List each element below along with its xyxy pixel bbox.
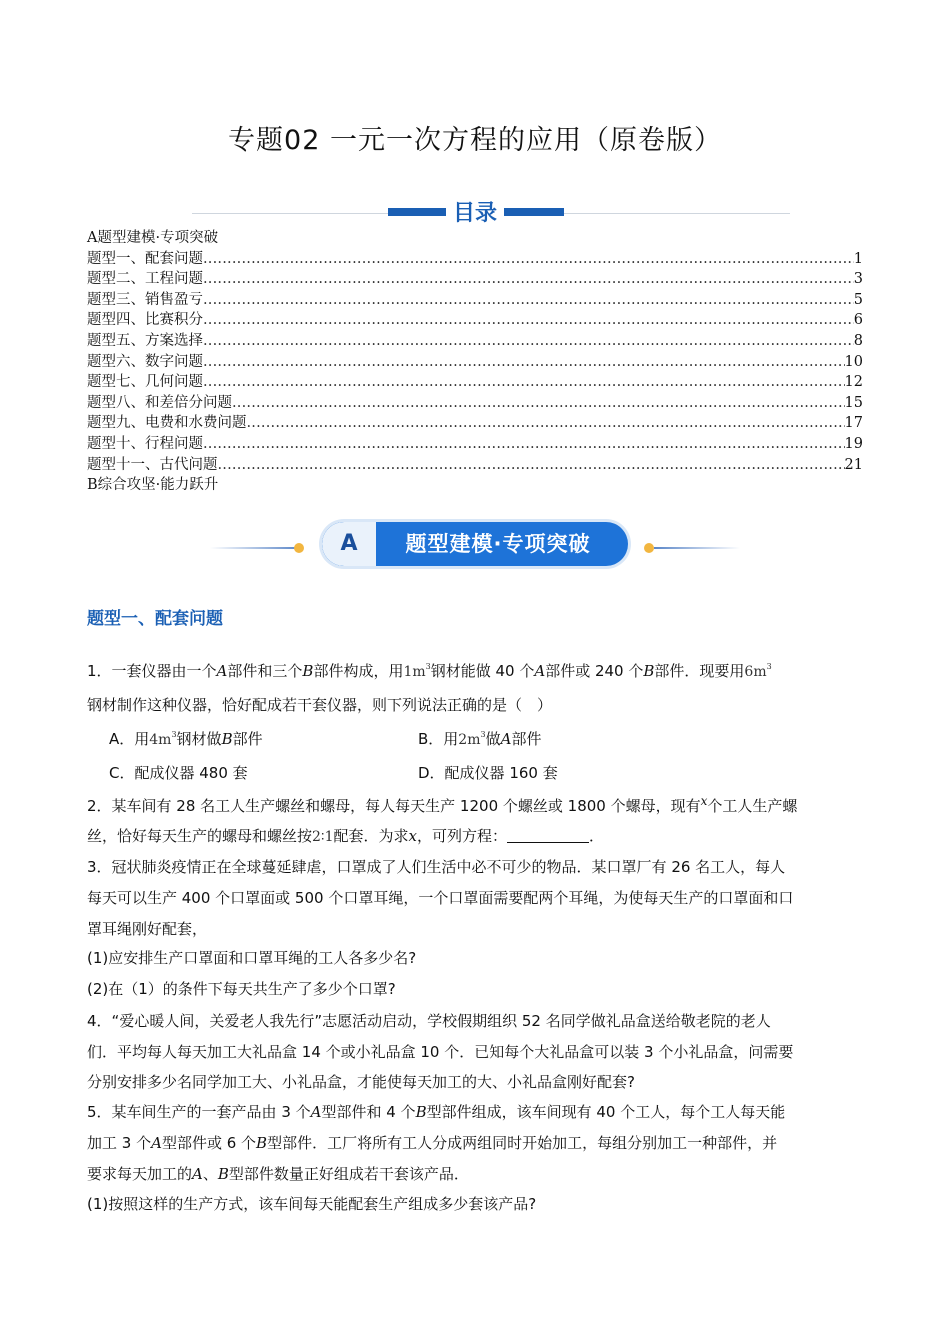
text: 部件 (511, 730, 542, 748)
ratio: 2∶1 (312, 829, 334, 845)
text: 型部件数量正好组成若干套该产品． (228, 1165, 469, 1183)
toc-rule-right (564, 213, 790, 214)
toc-leader-dots (203, 310, 854, 331)
q1-option-a[interactable] (109, 728, 263, 749)
q1-line1 (87, 660, 772, 681)
toc-item[interactable] (87, 372, 863, 393)
text: 部件 (232, 730, 263, 748)
q3-line1: 3．冠状肺炎疫情正在全球蔓延肆虐，口罩成了人们生活中必不可少的物品．某口罩厂有 26 名工人，每人 (87, 858, 786, 876)
toc-leader-dots (203, 372, 845, 393)
text: 型部件或 6 个 (161, 1134, 257, 1152)
toc-item[interactable] (87, 455, 863, 476)
toc-heading: 目录 (452, 201, 497, 226)
toc-leader-dots (203, 249, 854, 270)
q5-line2 (87, 1132, 777, 1153)
toc-item-page: 12 (844, 374, 863, 391)
toc-leader-dots (203, 434, 845, 455)
text: 做 (485, 730, 501, 748)
toc-item[interactable] (87, 434, 863, 455)
var-a: A (500, 730, 512, 748)
toc-leader-dots (247, 413, 845, 434)
toc-leader-dots (203, 290, 854, 311)
toc-leader-dots (203, 269, 854, 290)
text: ． (588, 827, 604, 845)
toc-bar-right (504, 208, 564, 216)
toc-part-a-label: A题型建模·专项突破 (87, 230, 219, 246)
unit-text: 1m (403, 664, 426, 680)
toc-item-page: 1 (853, 250, 863, 267)
toc-item[interactable] (87, 269, 863, 290)
q2-line2 (87, 825, 604, 846)
unit-sup: 3 (171, 730, 177, 739)
toc-item-label: 题型八、和差倍分问题 (87, 394, 232, 411)
text: 部件．现要用 (654, 662, 745, 680)
q4-line3: 分别安排多少名同学加工大、小礼品盒，才能使每天加工的大、小礼品盒刚好配套? (87, 1073, 635, 1091)
unit-sup: 3 (425, 662, 431, 671)
text: 钢材能做 40 个 (430, 662, 535, 680)
unit-text: 6m (744, 664, 767, 680)
text: 型部件．工厂将所有工人分成两组同时开始加工，每组分别加工一种部件，并 (267, 1134, 778, 1152)
toc-item-label: 题型九、电费和水费问题 (87, 415, 247, 432)
q4-line2: 们．平均每人每天加工大礼品盒 14 个或小礼品盒 10 个．已知每个大礼品盒可以装 3 个小礼品盒，问需要 (87, 1043, 794, 1061)
q4-line1: 4．“爱心暖人间，关爱老人我先行”志愿活动启动，学校假期组织 52 名同学做礼品盒送给敬老院的老人 (87, 1012, 771, 1030)
toc-item-label: 题型十、行程问题 (87, 435, 203, 452)
var-x: x (408, 827, 417, 845)
toc-item-page: 3 (853, 271, 863, 288)
toc-item-label: 题型十一、古代问题 (87, 456, 218, 473)
var-a: A (310, 1103, 322, 1121)
text: 型部件和 4 个 (321, 1103, 416, 1121)
text: 钢材做 (176, 730, 222, 748)
toc-rule-left (192, 213, 388, 214)
banner-dot-right (644, 543, 654, 553)
toc-item-page: 10 (844, 353, 863, 370)
var-a: A (151, 1134, 162, 1152)
toc-item[interactable] (87, 352, 863, 373)
q1-option-b[interactable] (418, 728, 541, 749)
var-x: x (700, 794, 708, 808)
var-b: B (302, 662, 314, 680)
text: B．用 (418, 730, 459, 748)
toc-leader-dots (232, 393, 845, 414)
var-a: A (534, 662, 546, 680)
q5-line1 (87, 1101, 785, 1122)
toc-item-label: 题型七、几何问题 (87, 374, 203, 391)
text: 丝，恰好每天生产的螺母和螺丝按 (87, 827, 313, 845)
toc-item[interactable] (87, 290, 863, 311)
toc-part-a[interactable] (87, 228, 863, 249)
toc-items (87, 249, 863, 476)
unit-sup: 3 (766, 662, 772, 671)
toc-item-page: 5 (853, 291, 863, 308)
toc-part-b-label: B综合攻坚·能力跃升 (87, 477, 219, 494)
toc-item-page: 8 (853, 332, 863, 349)
q5-sub1: (1)按照这样的生产方式，该车间每天能配套生产组成多少套该产品? (87, 1195, 537, 1213)
banner-letter: A (340, 531, 358, 556)
toc-item[interactable] (87, 331, 863, 352)
text: 2．某车间有 28 名工人生产螺丝和螺母，每人每天生产 1200 个螺丝或 1800 个螺母，现有 (87, 797, 701, 815)
banner-text: 题型建模·专项突破 (405, 532, 591, 556)
toc-item-page: 19 (844, 435, 863, 452)
toc-item-label: 题型三、销售盈亏 (87, 291, 203, 308)
toc-item-label: 题型二、工程问题 (87, 271, 203, 288)
toc-item-page: 21 (844, 456, 863, 473)
text: A．用 (109, 730, 150, 748)
toc-item[interactable] (87, 310, 863, 331)
var-b: B (221, 730, 233, 748)
toc-item-label: 题型四、比赛积分 (87, 312, 203, 329)
toc-header (192, 196, 792, 232)
toc-bar-left (388, 208, 446, 216)
unit-sup: 3 (480, 730, 486, 739)
text: 部件和三个 (227, 662, 303, 680)
banner-line-right (654, 547, 740, 549)
var-a: A (216, 662, 228, 680)
section-title: 题型一、配套问题 (87, 609, 223, 629)
banner-dot-left (294, 543, 304, 553)
toc-item-page: 15 (844, 394, 863, 411)
toc-leader-dots (203, 331, 854, 352)
q1-line2: 钢材制作这种仪器，恰好配成若干套仪器，则下列说法正确的是（ ） (87, 696, 553, 714)
text: ，可列方程： (416, 827, 507, 845)
banner-line-left (210, 547, 300, 549)
q3-sub2: (2)在（1）的条件下每天共生产了多少个口罩? (87, 980, 396, 998)
text: 1．一套仪器由一个 (87, 662, 217, 680)
unit-4m3 (149, 732, 176, 748)
unit-6m3 (744, 664, 771, 680)
unit-text: 4m (149, 732, 172, 748)
toc-item[interactable] (87, 413, 863, 434)
text: 、 (202, 1165, 218, 1183)
unit-1m3 (403, 664, 430, 680)
toc-part-b[interactable] (87, 475, 863, 496)
q3-sub1: (1)应安排生产口罩面和口罩耳绳的工人各多少名? (87, 949, 417, 967)
q5-line3 (87, 1163, 469, 1184)
toc-leader-dots (218, 455, 845, 476)
q1-option-c[interactable]: C．配成仪器 480 套 (109, 764, 248, 782)
toc-item-label: 题型五、方案选择 (87, 332, 203, 349)
q2-line1 (87, 794, 797, 816)
answer-blank[interactable] (507, 828, 589, 843)
toc-item-page: 17 (844, 415, 863, 432)
var-b: B (256, 1134, 268, 1152)
q1-option-d[interactable]: D．配成仪器 160 套 (418, 764, 558, 782)
text: 部件或 240 个 (545, 662, 644, 680)
text: 部件构成，用 (313, 662, 404, 680)
text: 5．某车间生产的一套产品由 3 个 (87, 1103, 311, 1121)
toc-item[interactable] (87, 249, 863, 270)
var-b: B (415, 1103, 427, 1121)
toc-item-page: 6 (853, 312, 863, 329)
toc-leader-dots (203, 352, 845, 373)
text: 配套．为求 (333, 827, 409, 845)
toc-item[interactable] (87, 393, 863, 414)
var-b: B (643, 662, 655, 680)
var-a: A (192, 1165, 203, 1183)
document-title: 专题02 一元一次方程的应用（原卷版） (228, 125, 722, 156)
text: 要求每天加工的 (87, 1165, 193, 1183)
var-b: B (217, 1165, 229, 1183)
q3-line2: 每天可以生产 400 个口罩面或 500 个口罩耳绳，一个口罩面需要配两个耳绳，为使每天生产的口罩面和口 (87, 889, 794, 907)
unit-2m3 (458, 732, 485, 748)
table-of-contents (87, 228, 863, 496)
text: 加工 3 个 (87, 1134, 152, 1152)
text: 型部件组成，该车间现有 40 个工人，每个工人每天能 (426, 1103, 786, 1121)
section-banner (210, 520, 740, 568)
toc-item-label: 题型六、数字问题 (87, 353, 203, 370)
banner-pill (322, 522, 628, 566)
text: 个工人生产螺 (707, 797, 798, 815)
unit-text: 2m (458, 732, 481, 748)
toc-item-label: 题型一、配套问题 (87, 250, 203, 267)
q3-line3: 罩耳绳刚好配套， (87, 920, 208, 938)
